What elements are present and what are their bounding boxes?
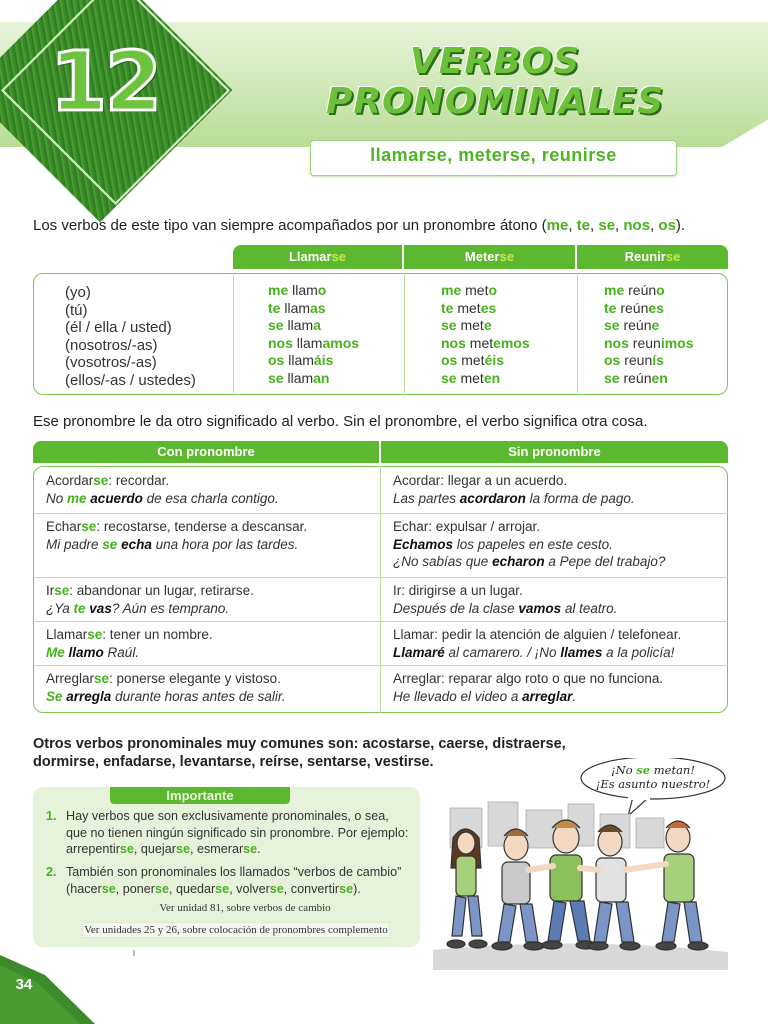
row-divider (33, 621, 728, 622)
pronoun: me (268, 282, 289, 298)
definition: Ir: dirigirse a un lugar. (393, 583, 523, 598)
example-text: al teatro. (561, 600, 618, 616)
boy-figure-3 (588, 825, 640, 950)
pronoun-suffix: se (119, 842, 134, 856)
example (393, 490, 723, 508)
text: Hay verbos que son exclusivamente pronominales, o sea, que no tienen ningún significado sin pronombre. Por ejemplo: arrepentir (66, 809, 409, 856)
chapter-header (0, 0, 768, 175)
with-pronoun-cell (46, 472, 374, 507)
definition (46, 518, 374, 536)
definition (46, 582, 374, 600)
verb-stem: Arreglar (46, 671, 95, 686)
row-divider (33, 665, 728, 666)
pronoun: se (441, 317, 457, 334)
pronoun: os (658, 217, 676, 234)
important-title: Importante (110, 787, 290, 804)
item-number: 2. (46, 865, 57, 879)
verb-form (604, 335, 694, 353)
highlight-verb: Echamos (393, 536, 454, 552)
highlight-verb: echaron (492, 554, 545, 569)
header-stem: Meter (464, 249, 500, 264)
example (46, 490, 374, 508)
verb-ending: o (656, 282, 665, 298)
bubble-text: ¡No (611, 763, 637, 777)
verb-stem: met (465, 282, 489, 298)
bubble-highlight: se (636, 763, 651, 777)
person-label: (yo) (65, 284, 91, 301)
without-pronoun-cell (393, 472, 723, 507)
pronoun: os (441, 352, 458, 369)
verb-stem: Llamar (46, 627, 88, 642)
verb-form (268, 335, 359, 353)
verb-ending: as (310, 299, 326, 316)
subtitle: llamarse, meterse, reunirse (370, 145, 617, 165)
verb-stem: llam (296, 334, 323, 351)
definition-text: : tener un nombre. (102, 627, 213, 642)
cartoon-illustration (428, 758, 738, 970)
example-text: Las partes (393, 490, 460, 506)
pronoun: se (268, 317, 284, 334)
highlight-pronoun: te (73, 600, 86, 616)
unit-reference: Ver unidades 25 y 26, sobre colocación de pronombres complemento (82, 922, 390, 938)
verb-suffix: se (54, 583, 70, 598)
header-con-pronombre: Con pronombre (33, 441, 379, 463)
verb-form (604, 317, 694, 335)
verb-ending: en (483, 369, 501, 386)
header-stem: Reunir (624, 249, 666, 264)
with-pronoun-cell (46, 626, 374, 661)
example-text: ? Aún es temprano. (111, 600, 230, 616)
highlight-pronoun: Se (46, 688, 63, 704)
pronoun: te (604, 299, 617, 316)
important-item-2 (46, 864, 411, 897)
verb-stem: reun (632, 334, 661, 351)
page-number: 34 (15, 976, 33, 993)
pronoun: se (441, 369, 457, 386)
verb-stem: reún (620, 299, 649, 316)
without-pronoun-cell (393, 626, 723, 661)
verb-stem: llam (287, 317, 314, 334)
verb-ending: es (648, 299, 664, 316)
verb-stem: llam (284, 299, 311, 316)
text: , quejar (133, 842, 176, 856)
example-text: . (572, 688, 577, 704)
pronoun-suffix: se (243, 842, 258, 856)
verb-stem: met (461, 352, 485, 369)
verb-stem: reun (624, 352, 653, 369)
header-stem: Llamar (288, 249, 332, 264)
verb-form (604, 300, 694, 318)
person-column (65, 284, 196, 389)
row-divider (33, 577, 728, 578)
example-text: los papeles en este cesto. (453, 536, 613, 552)
verb-stem: reún (623, 369, 652, 386)
without-pronoun-cell (393, 518, 723, 571)
row-divider (33, 513, 728, 514)
verb-ending: áis (313, 352, 334, 369)
definition-text: : abandonar un lugar, retirarse. (69, 583, 254, 598)
verb-form (604, 370, 694, 388)
example-text: No (46, 490, 68, 506)
pronoun: os (604, 352, 621, 369)
person-label: (nosotros/-as) (65, 336, 158, 354)
pronoun: nos (604, 334, 629, 351)
verb-form (604, 352, 694, 370)
conj-header-reunirse (577, 245, 728, 269)
verb-ending: ís (652, 352, 664, 369)
other-verbs-text: Otros verbos pronominales muy comunes son: acostarse, caerse, distraerse, dormirse, enfadarse, levantarse, reírse, sentarse, vestirse. (33, 736, 566, 770)
verb-ending: amos (322, 334, 360, 351)
verb-ending: a (313, 317, 321, 334)
header-sin-pronombre: Sin pronombre (381, 441, 728, 463)
text: , quedar (168, 881, 216, 896)
person-label: (vosotros/-as) (65, 354, 157, 371)
verb-form (441, 300, 530, 318)
verb-stem: llam (292, 282, 318, 298)
pronoun: me (604, 282, 625, 298)
without-pronoun-cell (393, 582, 723, 617)
conj-header-llamarse (233, 245, 402, 269)
example (393, 688, 723, 706)
verb-form (441, 282, 530, 300)
verb-suffix: se (93, 473, 109, 488)
pronoun-suffix: se (101, 881, 116, 896)
verb-form (268, 317, 359, 335)
pronoun-suffix: se (269, 881, 284, 896)
highlight-verb: arreglar (522, 688, 573, 704)
verb-form (604, 282, 694, 300)
column-divider (380, 466, 381, 713)
verb-stem: Echar (46, 519, 82, 534)
example (393, 553, 723, 571)
verb-stem: met (469, 334, 494, 351)
verb-stem: met (460, 317, 484, 334)
person-label: (ellos/-as / ustedes) (65, 371, 196, 389)
person-label: (tú) (65, 301, 88, 319)
verb-form (441, 335, 530, 353)
text: También son pronominales los llamados “verbos de cambio” (hacer (66, 865, 402, 896)
verb-ending: imos (660, 334, 694, 351)
pronoun: nos (623, 217, 651, 234)
llamarse-forms (268, 282, 359, 388)
example (46, 536, 374, 554)
pronoun: me (441, 282, 462, 298)
highlight-verb: vamos (518, 600, 562, 616)
pronoun-suffix: se (339, 881, 354, 896)
highlight-pronoun: Me (46, 644, 65, 660)
reunirse-forms (604, 282, 694, 388)
item-number: 1. (46, 809, 57, 823)
definition (46, 472, 374, 490)
conj-header-meterse (404, 245, 575, 269)
example-text: durante horas antes de salir. (111, 688, 286, 704)
with-pronoun-cell (46, 582, 374, 617)
verb-form (268, 370, 359, 388)
verb-ending: an (313, 369, 330, 386)
pronoun: te (268, 299, 281, 316)
example-text: Mi padre (46, 536, 103, 552)
verb-stem: llam (288, 352, 314, 369)
text: . (257, 842, 261, 856)
column-divider (233, 273, 234, 395)
pronoun-suffix: se (215, 881, 230, 896)
verb-suffix: se (94, 671, 110, 686)
text: , esmerar (189, 842, 244, 856)
verb-stem: llam (287, 369, 314, 386)
example-text: a Pepe del trabajo? (544, 554, 666, 569)
column-divider (577, 273, 578, 395)
verb-form (268, 300, 359, 318)
pronoun: me (546, 217, 569, 234)
example-text: Después de la clase (393, 600, 519, 616)
item-text (66, 808, 411, 858)
example-text: He llevado el video a (393, 688, 523, 704)
pronoun: se (268, 369, 284, 386)
verb-stem: reún (628, 282, 657, 298)
verb-ending: es (480, 299, 497, 316)
text: ). (353, 881, 361, 896)
verb-form (441, 352, 530, 370)
pronoun: os (268, 352, 285, 369)
verb-stem: Ir (46, 583, 55, 598)
header-suffix: se (499, 249, 515, 264)
example (393, 644, 723, 662)
definition: Echar: expulsar / arrojar. (393, 519, 541, 534)
definition: Arreglar: reparar algo roto o que no funciona. (393, 671, 664, 686)
example-text: al camarero. / ¡No (444, 644, 561, 660)
scan-mark (133, 950, 135, 956)
highlight-verb: arregla (66, 688, 112, 704)
with-pronoun-cell (46, 518, 374, 553)
example (46, 688, 374, 706)
item-text (66, 864, 411, 897)
pronoun-suffix: se (154, 881, 169, 896)
intro-text: Los verbos de este tipo van siempre acompañados por un pronombre átono (me, te, se, nos, os). (33, 217, 686, 234)
header-suffix: se (665, 249, 681, 264)
verb-suffix: se (81, 519, 97, 534)
verb-ending: en (651, 369, 668, 386)
highlight-verb: llames (560, 644, 603, 660)
with-pronoun-cell (46, 670, 374, 705)
example-text: Raúl. (103, 644, 140, 660)
text: , volver (229, 881, 270, 896)
verb-ending: éis (484, 352, 505, 369)
bubble-text: metan! (650, 763, 695, 777)
example-text: una hora por las tardes. (151, 536, 299, 552)
definition-text: : recostarse, tenderse a descansar. (96, 519, 308, 534)
highlight-pronoun: se (102, 536, 118, 552)
example (393, 536, 723, 554)
pronoun: nos (441, 334, 466, 351)
text: , convertir (283, 881, 340, 896)
header-suffix: se (331, 249, 347, 264)
highlight-pronoun: me (67, 490, 87, 506)
verb-stem: reún (623, 317, 652, 334)
verb-ending: e (483, 317, 492, 334)
example (393, 600, 723, 618)
pronoun-suffix: se (175, 842, 190, 856)
example-text: de esa charla contigo. (142, 490, 279, 506)
important-item-1 (46, 808, 411, 858)
verb-form (268, 282, 359, 300)
pronoun: se (598, 217, 616, 234)
speech-bubble (581, 758, 725, 816)
verb-ending: o (488, 282, 498, 298)
page-title (290, 42, 700, 122)
example (46, 644, 374, 662)
verb-ending: emos (493, 334, 530, 351)
definition (46, 670, 374, 688)
definition: Llamar: pedir la atención de alguien / telefonear. (393, 627, 682, 642)
verb-suffix: se (87, 627, 103, 642)
example-text: ¿No sabías que (393, 554, 493, 569)
without-pronoun-cell (393, 670, 723, 705)
person-label: (él / ella / usted) (65, 319, 172, 336)
subtitle-box (310, 140, 677, 176)
text: , poner (115, 881, 155, 896)
definition-text: : recordar. (108, 473, 170, 488)
example-text: la forma de pago. (525, 490, 635, 506)
definition-text: : ponerse elegante y vistoso. (109, 671, 281, 686)
pronoun: te (576, 217, 591, 234)
verb-form (441, 317, 530, 335)
intro-before: Los verbos de este tipo van siempre acompañados por un pronombre átono ( (33, 217, 547, 234)
example-text: ¿Ya (46, 600, 74, 616)
chapter-number: 12 (49, 35, 161, 130)
highlight-verb: llamo (68, 644, 104, 660)
bubble-text-2: ¡Es asunto nuestro! (595, 777, 711, 791)
pronoun: nos (268, 334, 293, 351)
verb-ending: o (317, 282, 327, 298)
highlight-verb: acordaron (459, 490, 526, 506)
verb-form (441, 370, 530, 388)
highlight-verb: vas (89, 600, 112, 616)
example (46, 600, 374, 618)
pronoun: se (604, 369, 620, 386)
pronoun: se (604, 317, 620, 334)
meterse-forms (441, 282, 530, 388)
highlight-verb: acuerdo (90, 490, 143, 506)
title-line-1: VERBOS (409, 41, 581, 82)
verb-form (268, 352, 359, 370)
definition (46, 626, 374, 644)
unit-reference: Ver unidad 81, sobre verbos de cambio (159, 902, 331, 914)
highlight-verb: echa (121, 536, 152, 552)
verb-stem: met (457, 299, 481, 316)
pronoun: te (441, 299, 454, 316)
verb-stem: Acordar (46, 473, 94, 488)
intro-after: ). (675, 217, 686, 234)
column-divider (404, 273, 405, 395)
title-line-2: PRONOMINALES (325, 81, 665, 122)
svg-text:¡No se metan! (611, 763, 695, 777)
verb-stem: met (460, 369, 484, 386)
verb-ending: e (651, 317, 660, 334)
highlight-verb: Llamaré (393, 644, 445, 660)
definition: Acordar: llegar a un acuerdo. (393, 473, 568, 488)
example-text: a la policía! (602, 644, 675, 660)
meaning-intro: Ese pronombre le da otro significado al verbo. Sin el pronombre, el verbo significa otra cosa. (33, 413, 648, 430)
